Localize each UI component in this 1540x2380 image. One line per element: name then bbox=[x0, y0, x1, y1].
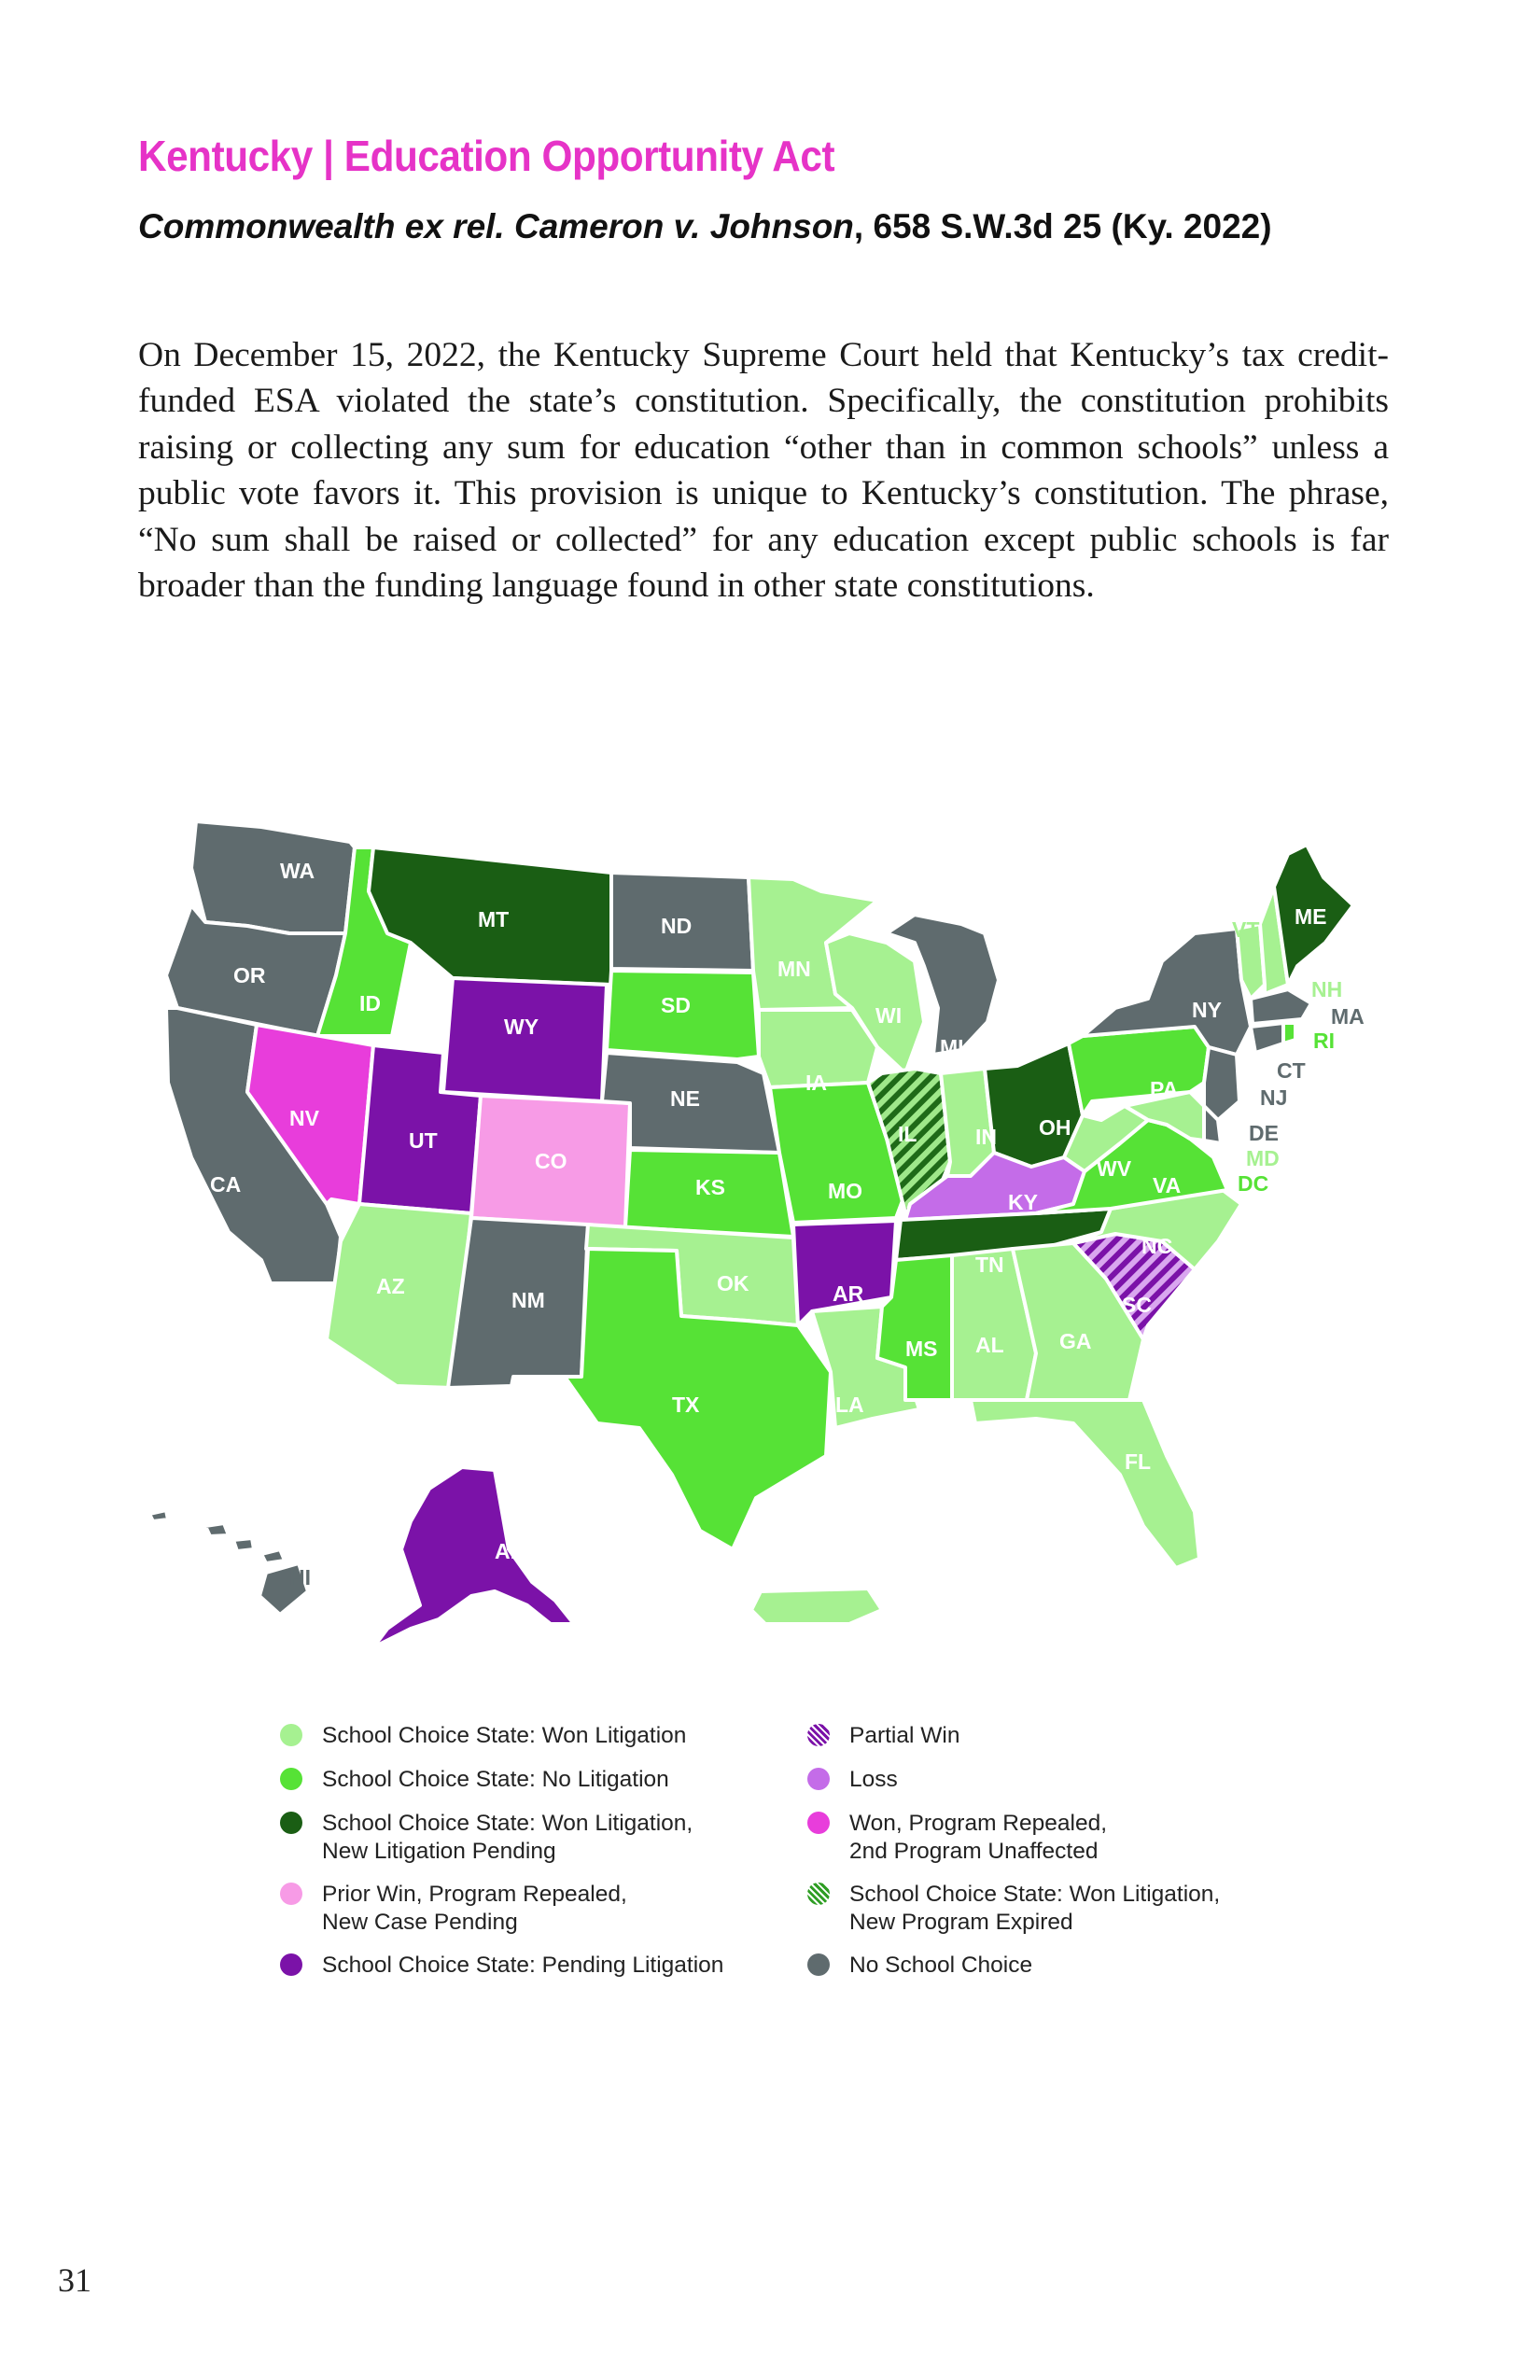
label-HI: HI bbox=[289, 1565, 311, 1589]
label-NC: NC bbox=[1141, 1234, 1173, 1258]
label-AZ: AZ bbox=[376, 1274, 405, 1298]
page-number: 31 bbox=[58, 2261, 91, 2299]
legend-item bbox=[280, 1952, 723, 1980]
legend-swatch bbox=[280, 1953, 302, 1976]
legend-label: No School Choice bbox=[849, 1953, 1033, 1978]
label-MD: MD bbox=[1246, 1146, 1280, 1170]
legend-label: Won, Program Repealed, 2nd Program Unaffected bbox=[849, 1811, 1107, 1864]
map-legend bbox=[280, 1722, 1307, 2002]
legend-item bbox=[280, 1766, 669, 1794]
legend-label: School Choice State: Won Litigation, New Program Expired bbox=[849, 1882, 1221, 1935]
legend-label: Prior Win, Program Repealed, New Case Pending bbox=[322, 1882, 627, 1935]
legend-item bbox=[280, 1881, 627, 1937]
label-CO: CO bbox=[535, 1149, 567, 1173]
legend-swatch bbox=[280, 1768, 302, 1790]
label-NM: NM bbox=[511, 1288, 545, 1312]
label-RI: RI bbox=[1313, 1029, 1335, 1053]
label-MN: MN bbox=[777, 957, 811, 981]
label-DC: DC bbox=[1238, 1171, 1269, 1196]
legend-item bbox=[807, 1810, 1107, 1866]
label-IL: IL bbox=[898, 1122, 917, 1146]
legend-label: Partial Win bbox=[849, 1723, 960, 1748]
case-reporter: , 658 S.W.3d 25 (Ky. 2022) bbox=[853, 207, 1272, 245]
legend-item bbox=[807, 1881, 1220, 1937]
case-name: Commonwealth ex rel. Cameron v. Johnson bbox=[138, 207, 854, 245]
legend-swatch bbox=[280, 1812, 302, 1834]
label-NH: NH bbox=[1311, 977, 1343, 1001]
legend-label: School Choice State: Won Litigation bbox=[322, 1723, 687, 1748]
label-TN: TN bbox=[975, 1253, 1004, 1277]
state-RI bbox=[1283, 1023, 1295, 1043]
legend-swatch bbox=[280, 1883, 302, 1905]
legend-item bbox=[280, 1810, 693, 1866]
legend-swatch bbox=[807, 1953, 830, 1976]
legend-item bbox=[807, 1722, 959, 1750]
state-WA bbox=[191, 821, 355, 933]
state-HI bbox=[149, 1510, 308, 1615]
label-VA: VA bbox=[1153, 1173, 1182, 1197]
label-DE: DE bbox=[1249, 1121, 1279, 1145]
label-NY: NY bbox=[1192, 998, 1222, 1022]
label-ME: ME bbox=[1295, 904, 1327, 929]
label-AR: AR bbox=[833, 1281, 864, 1306]
label-IN: IN bbox=[975, 1125, 997, 1149]
legend-label: Loss bbox=[849, 1767, 898, 1792]
label-WY: WY bbox=[504, 1015, 539, 1039]
label-OR: OR bbox=[233, 963, 266, 987]
legend-label: School Choice State: Pending Litigation bbox=[322, 1953, 724, 1978]
label-WI: WI bbox=[875, 1003, 903, 1028]
label-LA: LA bbox=[835, 1393, 864, 1417]
label-NE: NE bbox=[670, 1086, 700, 1111]
state-PR bbox=[751, 1589, 882, 1624]
label-MI: MI bbox=[940, 1035, 964, 1059]
state-AK bbox=[373, 1467, 574, 1647]
state-MA bbox=[1251, 989, 1311, 1024]
label-CA: CA bbox=[210, 1172, 242, 1197]
state-WY bbox=[443, 978, 607, 1101]
label-PR: PR bbox=[719, 1613, 749, 1637]
legend-swatch bbox=[807, 1812, 830, 1834]
label-AL: AL bbox=[975, 1333, 1004, 1357]
state-FL bbox=[971, 1400, 1199, 1568]
label-OH: OH bbox=[1039, 1115, 1071, 1140]
section-heading: Kentucky | Education Opportunity Act bbox=[138, 132, 835, 180]
label-SD: SD bbox=[661, 993, 691, 1017]
body-paragraph: On December 15, 2022, the Kentucky Supreme Court held that Kentucky’s tax credit-funded ESA violated the state’s constitution. Specifically, the constitution prohibits raising or collecting any sum for education “other than in common schools” unless a public vote favors it. This provision is unique to Kentucky’s constitution. The phrase, “No sum shall be raised or collected” for any education except public schools is far broader than the funding language found in other state constitutions. bbox=[138, 335, 1389, 605]
legend-item bbox=[807, 1766, 898, 1794]
label-VT: VT bbox=[1232, 917, 1260, 942]
legend-label: School Choice State: No Litigation bbox=[322, 1767, 669, 1792]
label-ID: ID bbox=[359, 991, 381, 1015]
legend-swatch-hatched bbox=[807, 1724, 830, 1746]
label-KY: KY bbox=[1008, 1190, 1038, 1214]
label-SC: SC bbox=[1122, 1293, 1152, 1317]
label-IA: IA bbox=[805, 1071, 827, 1095]
label-ND: ND bbox=[661, 914, 693, 938]
legend-swatch bbox=[280, 1724, 302, 1746]
label-MA: MA bbox=[1331, 1004, 1365, 1029]
label-OK: OK bbox=[717, 1271, 749, 1295]
state-CT bbox=[1251, 1023, 1283, 1053]
label-WA: WA bbox=[280, 859, 315, 883]
label-FL: FL bbox=[1125, 1449, 1152, 1474]
legend-item bbox=[807, 1952, 1032, 1980]
label-WV: WV bbox=[1097, 1156, 1132, 1181]
label-PA: PA bbox=[1150, 1077, 1179, 1101]
label-MT: MT bbox=[478, 907, 510, 931]
label-NJ: NJ bbox=[1260, 1085, 1288, 1110]
label-MO: MO bbox=[828, 1179, 863, 1203]
label-TX: TX bbox=[672, 1393, 700, 1417]
legend-swatch-hatched bbox=[807, 1883, 830, 1905]
label-AK: AK bbox=[495, 1539, 526, 1563]
legend-item bbox=[280, 1722, 686, 1750]
label-GA: GA bbox=[1059, 1329, 1092, 1353]
label-CT: CT bbox=[1277, 1058, 1306, 1083]
label-NV: NV bbox=[289, 1106, 319, 1130]
label-UT: UT bbox=[409, 1128, 438, 1153]
case-citation bbox=[138, 207, 1272, 246]
label-KS: KS bbox=[695, 1175, 725, 1199]
legend-label: School Choice State: Won Litigation, New Litigation Pending bbox=[322, 1811, 693, 1864]
label-MS: MS bbox=[905, 1337, 938, 1361]
legend-swatch bbox=[807, 1768, 830, 1790]
us-school-choice-map bbox=[140, 803, 1391, 1689]
